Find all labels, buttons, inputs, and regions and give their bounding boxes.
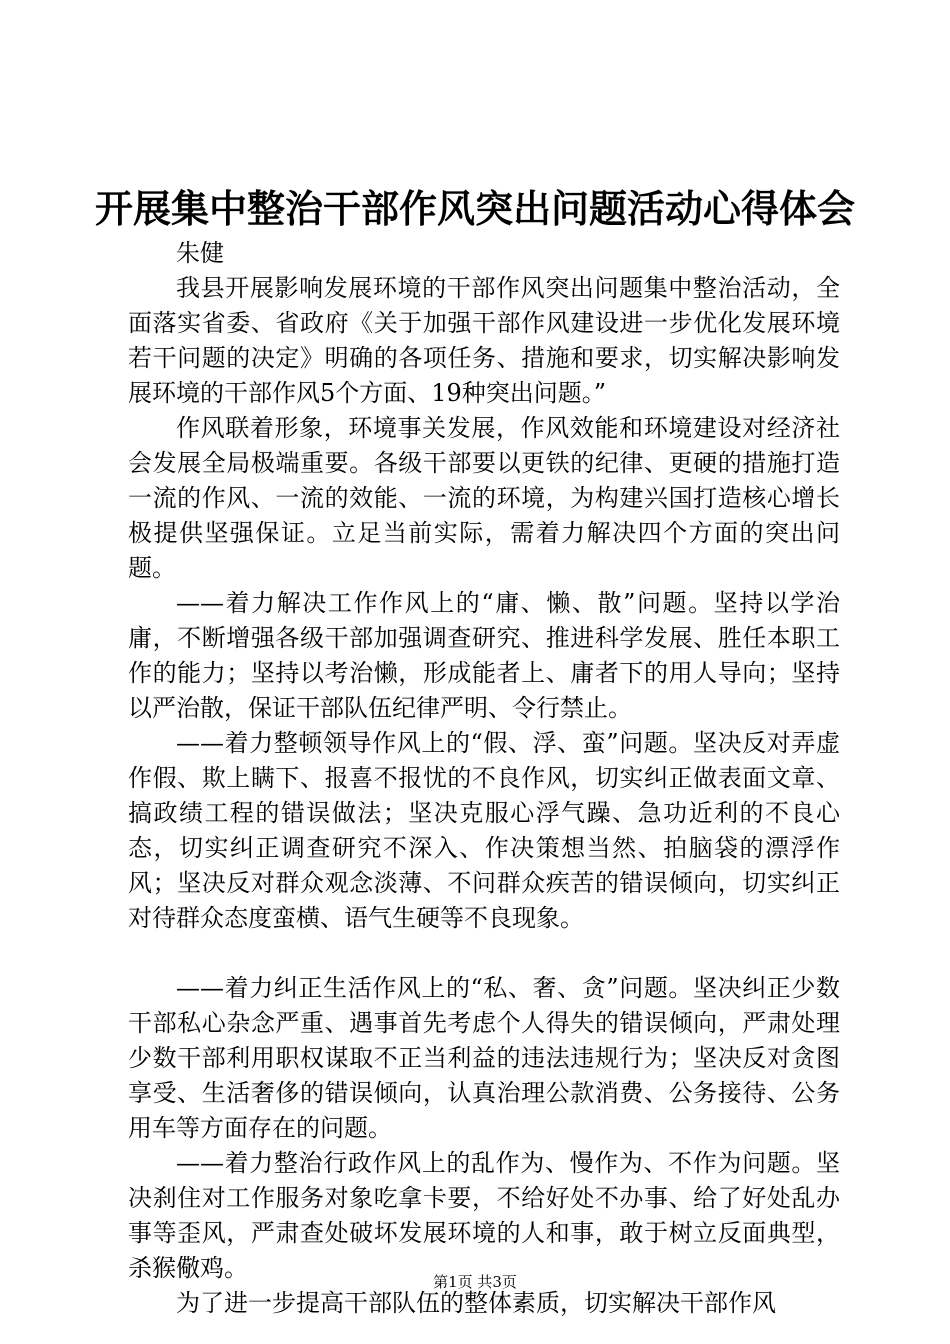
author-line: 朱健 bbox=[176, 239, 224, 267]
body-paragraph: ——着力整治行政作风上的乱作为、慢作为、不作为问题。坚决刹住对工作服务对象吃拿卡要，不给好处不办事、给了好处乱办事等歪风，严肃查处破坏发展环境的人和事，敢于树立反面典型，杀猴儆鸡。 bbox=[128, 1149, 840, 1282]
body-paragraph: 作风联着形象，环境事关发展，作风效能和环境建设对经济社会发展全局极端重要。各级干部要以更铁的纪律、更硬的措施打造一流的作风、一流的效能、一流的环境，为构建兴国打造核心增长极提供坚强保证。立足当前实际，需着力解决四个方面的突出问题。 bbox=[128, 414, 840, 582]
body-paragraph: ——着力解决工作作风上的“庸、懒、散”问题。坚持以学治庸，不断增强各级干部加强调查研究、推进科学发展、胜任本职工作的能力；坚持以考治懒，形成能者上、庸者下的用人导向；坚持以严治散，保证干部队伍纪律严明、令行禁止。 bbox=[128, 589, 840, 722]
body-paragraph: 为了进一步提高干部队伍的整体素质，切实解决干部作风 bbox=[176, 1289, 776, 1317]
body-paragraph: ——着力纠正生活作风上的“私、奢、贪”问题。坚决纠正少数干部私心杂念严重、遇事首先考虑个人得失的错误倾向，严肃处理少数干部利用职权谋取不正当利益的违法违规行为；坚决反对贪图享受、生活奢侈的错误倾向，认真治理公款消费、公务接待、公务用车等方面存在的问题。 bbox=[128, 974, 840, 1142]
paragraph-gap bbox=[128, 936, 840, 971]
page-number-footer: 第1页 共3页 bbox=[433, 1273, 517, 1291]
document-body bbox=[128, 236, 840, 1321]
document-title: 开展集中整治干部作风突出问题活动心得体会 bbox=[94, 187, 855, 231]
body-paragraph: ——着力整顿领导作风上的“假、浮、蛮”问题。坚决反对弄虚作假、欺上瞒下、报喜不报忧的不良作风，切实纠正做表面文章、搞政绩工程的错误做法；坚决克服心浮气躁、急功近利的不良心态，切实纠正调查研究不深入、作决策想当然、拍脑袋的漂浮作风；坚决反对群众观念淡薄、不问群众疾苦的错误倾向，切实纠正对待群众态度蛮横、语气生硬等不良现象。 bbox=[128, 729, 840, 932]
body-paragraph: 我县开展影响发展环境的干部作风突出问题集中整治活动，全面落实省委、省政府《关于加强干部作风建设进一步优化发展环境若干问题的决定》明确的各项任务、措施和要求，切实解决影响发展环境的干部作风5个方面、19种突出问题。” bbox=[128, 274, 840, 407]
